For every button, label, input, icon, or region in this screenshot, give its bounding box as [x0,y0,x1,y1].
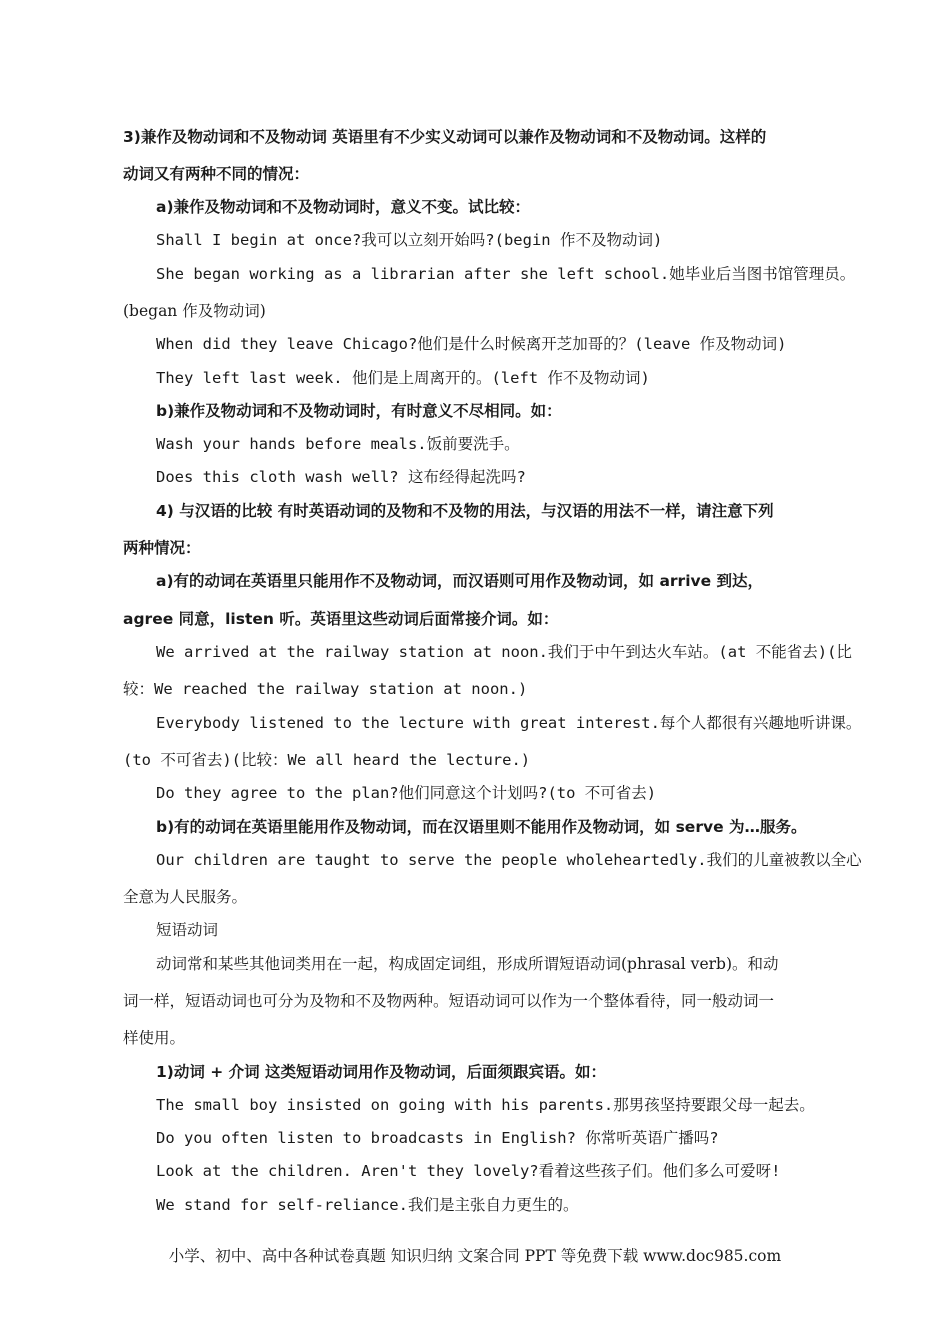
page-footer: 小学、初中、高中各种试卷真题 知识归纳 文案合同 PPT 等免费下载 www.doc985.com [168,1247,782,1265]
example-line: The small boy insisted on going with his parents.那男孩坚持要跟父母一起去。 [156,1096,815,1114]
paragraph-line: 样使用。 [123,1029,186,1047]
example-line: We stand for self-reliance.我们是主张自力更生的。 [156,1196,579,1214]
example-line: Does this cloth wash well? 这布经得起洗吗? [156,468,526,486]
example-line: She began working as a librarian after she left school.她毕业后当图书馆管理员。 [156,265,856,283]
example-line-cont: 较：We reached the railway station at noon.) [123,680,528,698]
example-line: Wash your hands before meals.饭前要洗手。 [156,435,520,453]
example-line: Our children are taught to serve the people wholeheartedly.我们的儿童被教以全心 [156,851,862,869]
paragraph-line: 动词常和某些其他词类用在一起，构成固定词组，形成所谓短语动词(phrasal verb)。和动 [156,955,779,973]
phrasal-verb-heading: 短语动词 [156,921,219,939]
subheading-3b: b)兼作及物动词和不及物动词时，有时意义不尽相同。如： [156,402,562,420]
example-line-cont: (began 作及物动词) [123,302,266,320]
subheading-4a-cont: agree 同意，listen 听。英语里这些动词后面常接介词。如： [123,610,559,628]
section-4-heading: 4) 与汉语的比较 有时英语动词的及物和不及物的用法，与汉语的用法不一样，请注意下列 [156,502,774,520]
subheading-4a: a)有的动词在英语里只能用作不及物动词，而汉语则可用作及物动词，如 arrive 到达， [156,572,764,590]
paragraph-line: 词一样，短语动词也可分为及物和不及物两种。短语动词可以作为一个整体看待，同一般动词一 [123,992,775,1010]
example-line: Look at the children. Aren't they lovely?看着这些孩子们。他们多么可爱呀! [156,1162,781,1180]
example-line: Shall I begin at once?我可以立刻开始吗?(begin 作不及物动词) [156,231,663,249]
example-line: Everybody listened to the lecture with great interest.每个人都很有兴趣地听讲课。 [156,714,862,732]
subheading-4b: b)有的动词在英语里能用作及物动词，而在汉语里则不能用作及物动词，如 serve 为…服务。 [156,818,807,836]
example-line: When did they leave Chicago?他们是什么时候离开芝加哥的？(leave 作及物动词) [156,335,787,353]
example-line: We arrived at the railway station at noon.我们于中午到达火车站。(at 不能省去)(比 [156,643,852,661]
example-line-cont: 全意为人民服务。 [123,888,248,906]
example-line: They left last week. 他们是上周离开的。(left 作不及物动词) [156,369,650,387]
section-3-heading: 3)兼作及物动词和不及物动词 英语里有不少实义动词可以兼作及物动词和不及物动词。这样的 [123,128,767,146]
section-3-heading-cont: 动词又有两种不同的情况： [123,165,310,183]
subheading-1: 1)动词 + 介词 这类短语动词用作及物动词，后面须跟宾语。如： [156,1063,607,1081]
subheading-3a: a)兼作及物动词和不及物动词时，意义不变。试比较： [156,198,531,216]
example-line: Do they agree to the plan?他们同意这个计划吗?(to 不可省去) [156,784,657,802]
section-4-heading-cont: 两种情况： [123,539,201,557]
example-line: Do you often listen to broadcasts in English? 你常听英语广播吗? [156,1129,719,1147]
example-line-cont: (to 不可省去)(比较：We all heard the lecture.) [123,751,531,769]
